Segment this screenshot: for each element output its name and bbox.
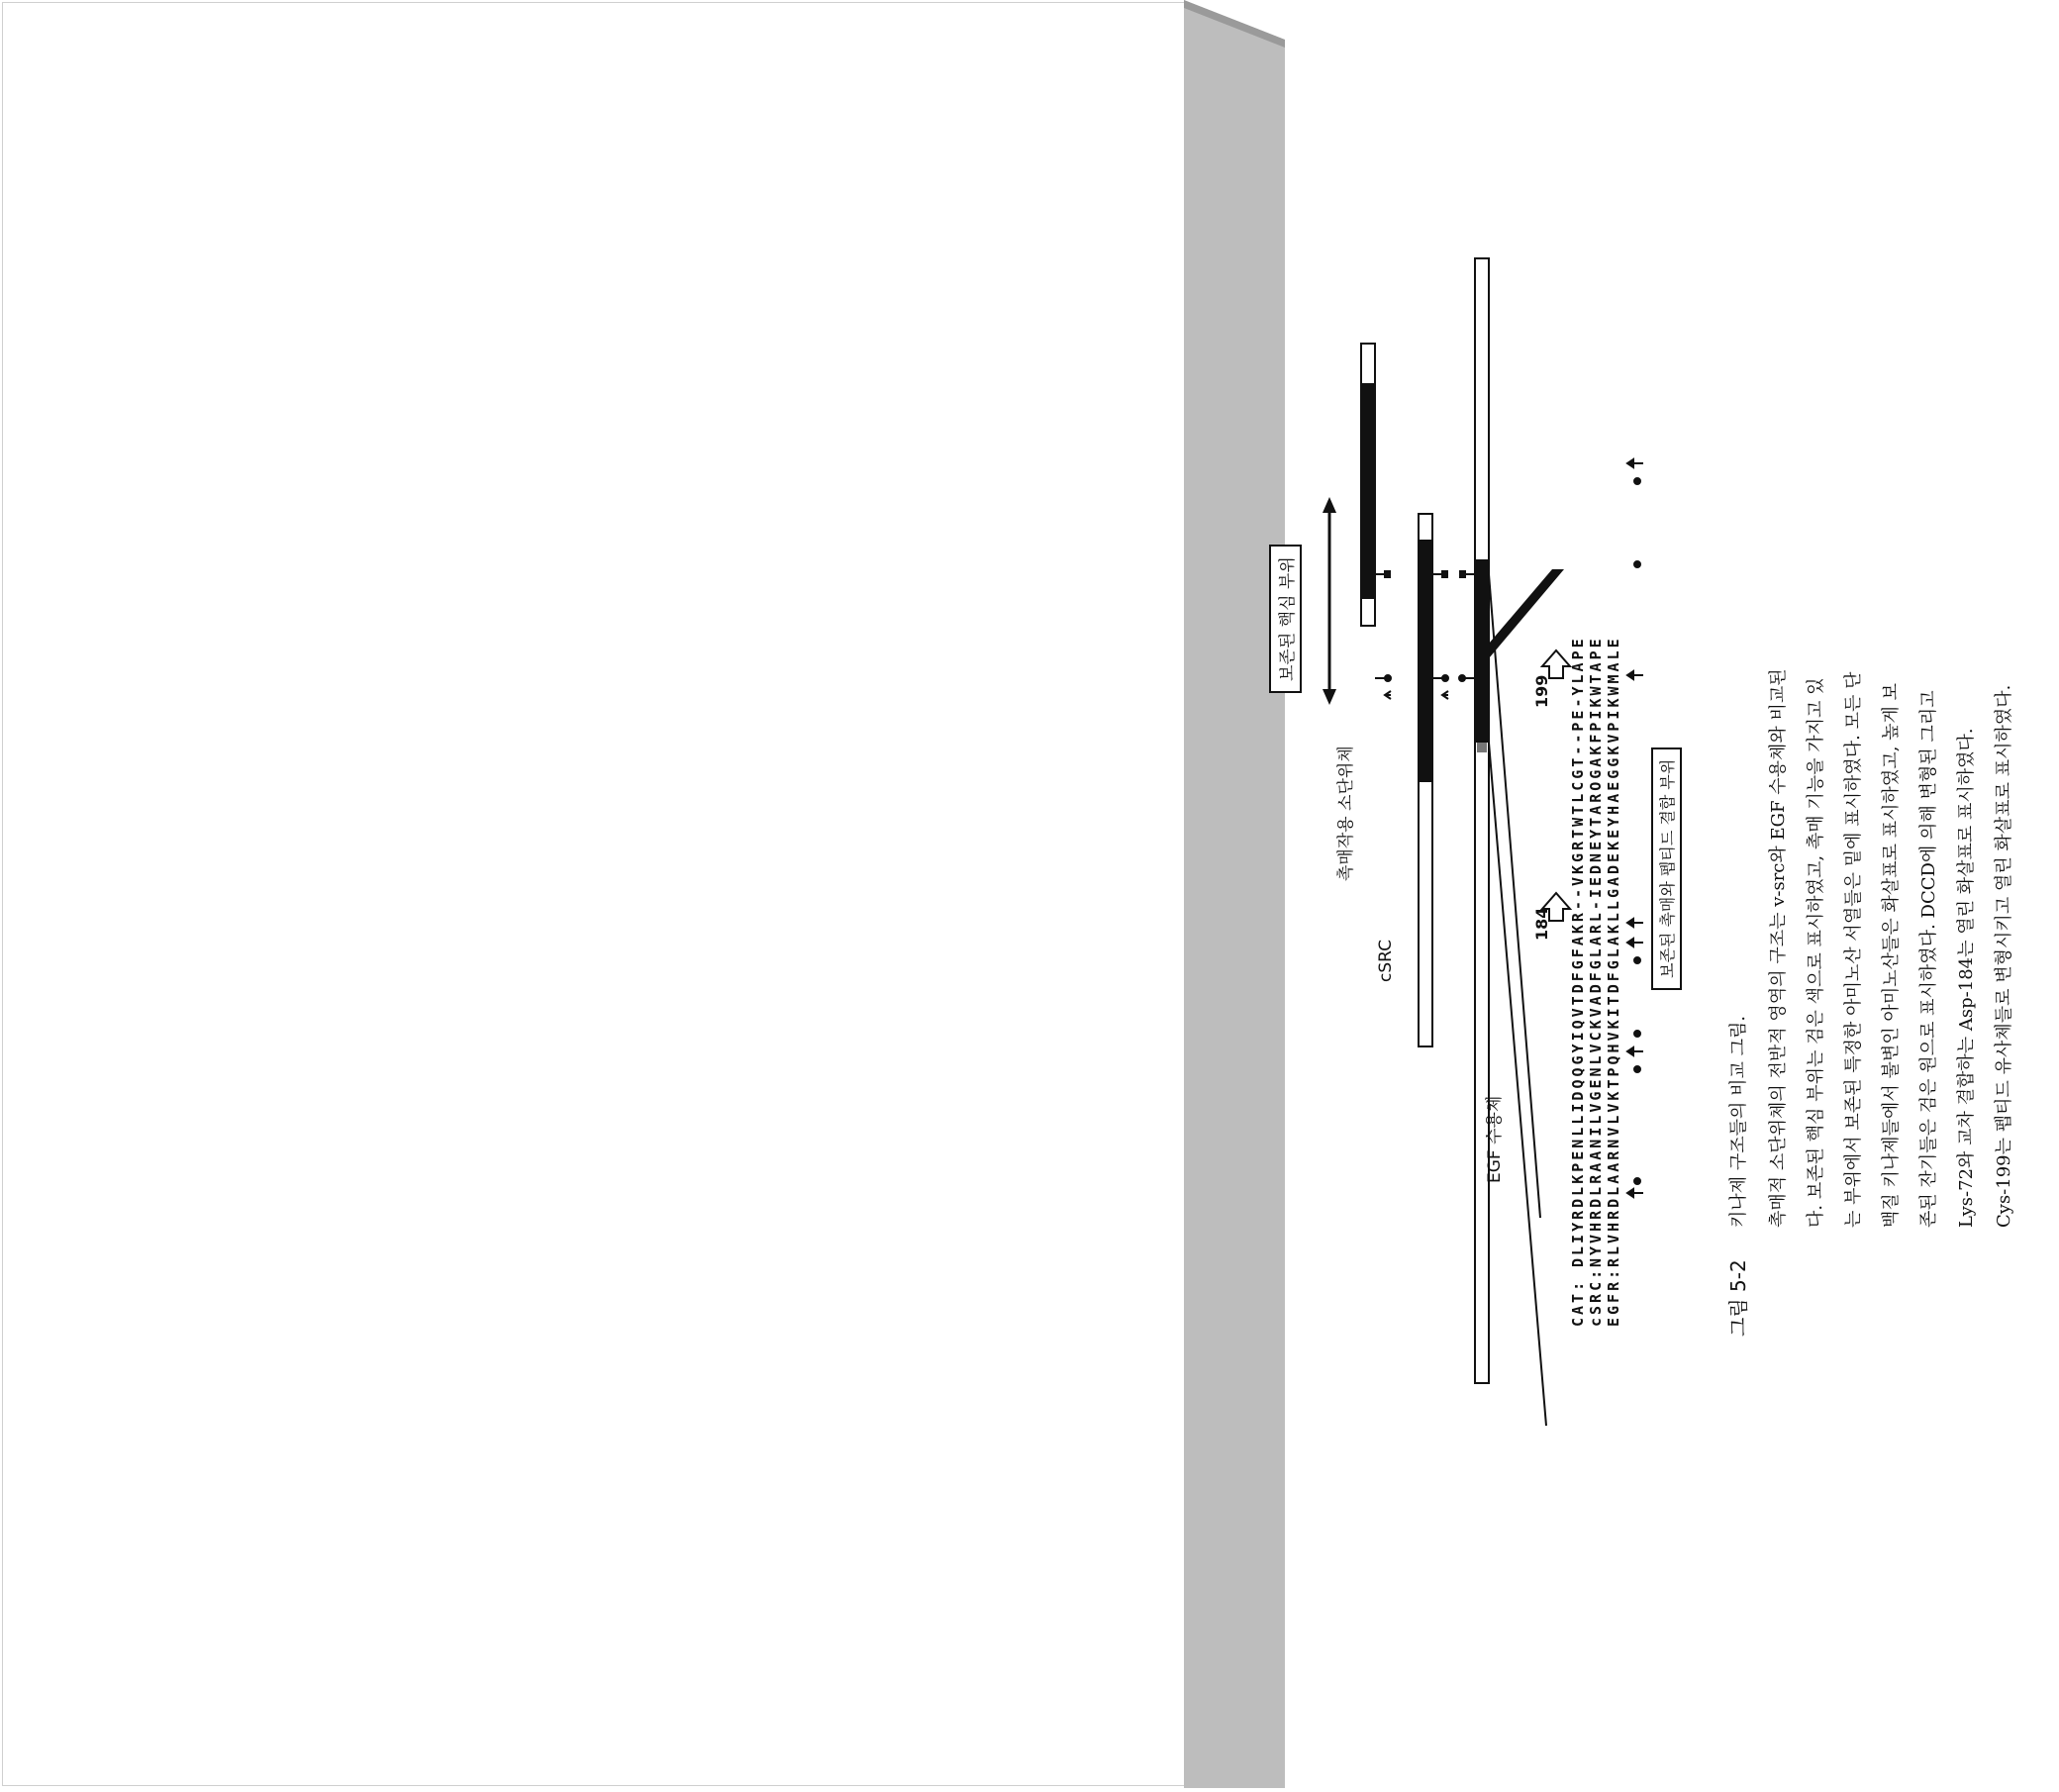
- caption-title: 키나제 구조들의 비교 그림.: [1728, 1015, 1749, 1228]
- rotated-figure-page: [1049, 238, 2059, 1564]
- seq-row-csrc: NYVHRDLRAANILVGENLVCKVADFGLARL-IEDNEYTAROGAKFPIKWTAPE: [1587, 636, 1605, 1267]
- label-egf-receptor: EGF 수용체: [1485, 1095, 1505, 1183]
- marker-199: 199: [1532, 674, 1551, 708]
- seq-row-cat: DLIYRDLKPENLLIDQQGYIQVTDFGFAKR--VKGRTWTLCGT--PE-YLAPE: [1569, 636, 1587, 1267]
- caption-line: 존된 잔기들은 검은 원으로 표시하였다. DCCD에 의해 변형된 그리고: [1918, 690, 1939, 1228]
- alignment-markers: [1049, 238, 2059, 1564]
- caption-line: Cys-199는 펩티드 유사체들로 변형시키고 열린 화살표로 표시하였다.: [1994, 684, 2014, 1228]
- caption-line: 는 부위에서 보존된 특정한 아미노산 서열들은 밑에 표시하였다. 모든 단: [1843, 671, 1864, 1228]
- marker-184: 184: [1532, 907, 1551, 941]
- label-csrc: cSRC: [1376, 940, 1396, 982]
- seq-name-csrc: cSRC:: [1587, 1266, 1605, 1327]
- caption-line: 백질 키나제들에서 불변인 아미노산들은 화살표로 표시하였고, 높게 보: [1881, 682, 1902, 1228]
- label-catalytic-subunit: 촉매작용 소단위체: [1336, 746, 1356, 881]
- caption-line: 촉매적 소단위체의 전반적 영역의 구조는 v-src와 EGF 수용체와 비교된: [1768, 668, 1789, 1228]
- caption-line: 다. 보존된 핵심 부위는 검은 색으로 표시하였고, 촉매 기능을 가지고 있: [1806, 677, 1826, 1228]
- label-conserved-binding-region: 보존된 촉매와 펩티드 결합 부위: [1651, 747, 1682, 990]
- page-sheet: [2, 2, 1188, 1786]
- caption-line: Lys-72와 교차 결합하는 Asp-184는 열린 화살표로 표시하였다.: [1956, 728, 1977, 1228]
- caption-number: 그림 5-2: [1726, 1259, 1750, 1337]
- seq-name-cat: CAT:: [1569, 1278, 1587, 1327]
- seq-name-egfr: EGFR:: [1605, 1266, 1622, 1327]
- seq-row-egfr: RLVHRDLAARNVLVKTPQHVKITDFGLAKLLGADEKEYHAEGGKVPIKWMALE: [1605, 636, 1622, 1267]
- label-conserved-core-region: 보존된 핵심 부위: [1269, 545, 1302, 693]
